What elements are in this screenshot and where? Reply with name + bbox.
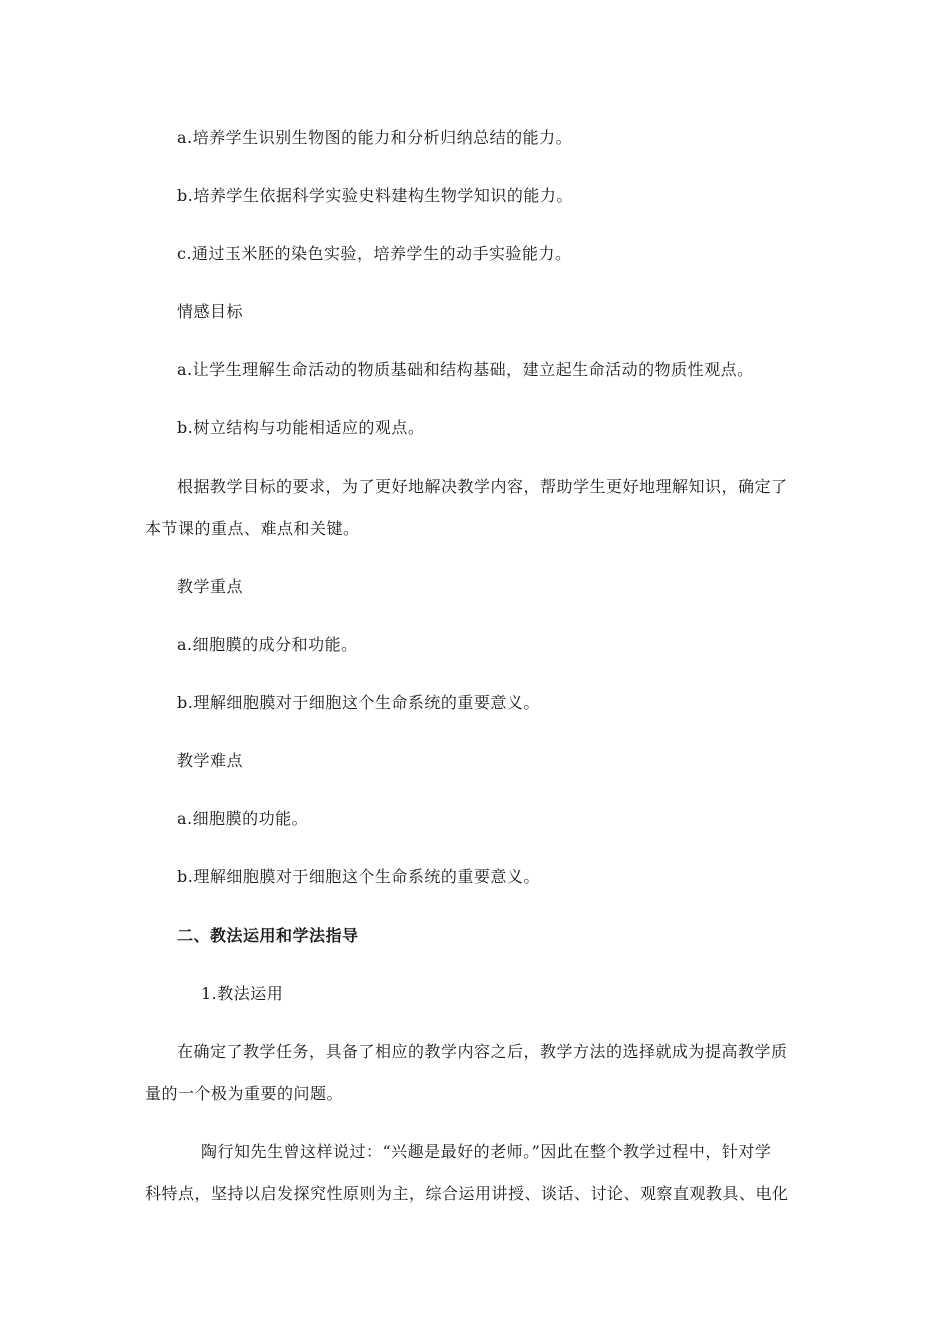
quote-paragraph-line2: 科特点，坚持以启发探究性原则为主，综合运用讲授、谈话、讨论、观察直观教具、电化 — [145, 1184, 789, 1203]
quote-paragraph-line1: 陶行知先生曾这样说过：“兴趣是最好的老师。”因此在整个教学过程中，针对学 — [201, 1142, 772, 1161]
emotion-heading: 情感目标 — [177, 302, 244, 321]
summary-paragraph-line2: 本节课的重点、难点和关键。 — [145, 519, 360, 538]
difficulty-a: a.细胞膜的功能。 — [177, 809, 309, 828]
emotion-item-b: b.树立结构与功能相适应的观点。 — [177, 418, 425, 437]
method-paragraph-line2: 量的一个极为重要的问题。 — [145, 1084, 344, 1103]
subsection-heading: 1.教法运用 — [201, 984, 284, 1003]
emotion-item-a: a.让学生理解生命活动的物质基础和结构基础，建立起生命活动的物质性观点。 — [177, 360, 754, 379]
ability-item-a: a.培养学生识别生物图的能力和分析归纳总结的能力。 — [177, 128, 573, 147]
difficulty-b: b.理解细胞膜对于细胞这个生命系统的重要意义。 — [177, 867, 540, 886]
key-point-b: b.理解细胞膜对于细胞这个生命系统的重要意义。 — [177, 693, 540, 712]
section-heading: 二、教法运用和学法指导 — [177, 926, 359, 945]
difficulty-heading: 教学难点 — [177, 751, 244, 770]
key-points-heading: 教学重点 — [177, 577, 244, 596]
ability-item-b: b.培养学生依据科学实验史料建构生物学知识的能力。 — [177, 186, 573, 205]
method-paragraph-line1: 在确定了教学任务，具备了相应的教学内容之后，教学方法的选择就成为提高教学质 — [177, 1042, 788, 1061]
summary-paragraph-line1: 根据教学目标的要求，为了更好地解决教学内容，帮助学生更好地理解知识，确定了 — [177, 477, 788, 496]
key-point-a: a.细胞膜的成分和功能。 — [177, 635, 358, 654]
ability-item-c: c.通过玉米胚的染色实验，培养学生的动手实验能力。 — [177, 244, 572, 263]
